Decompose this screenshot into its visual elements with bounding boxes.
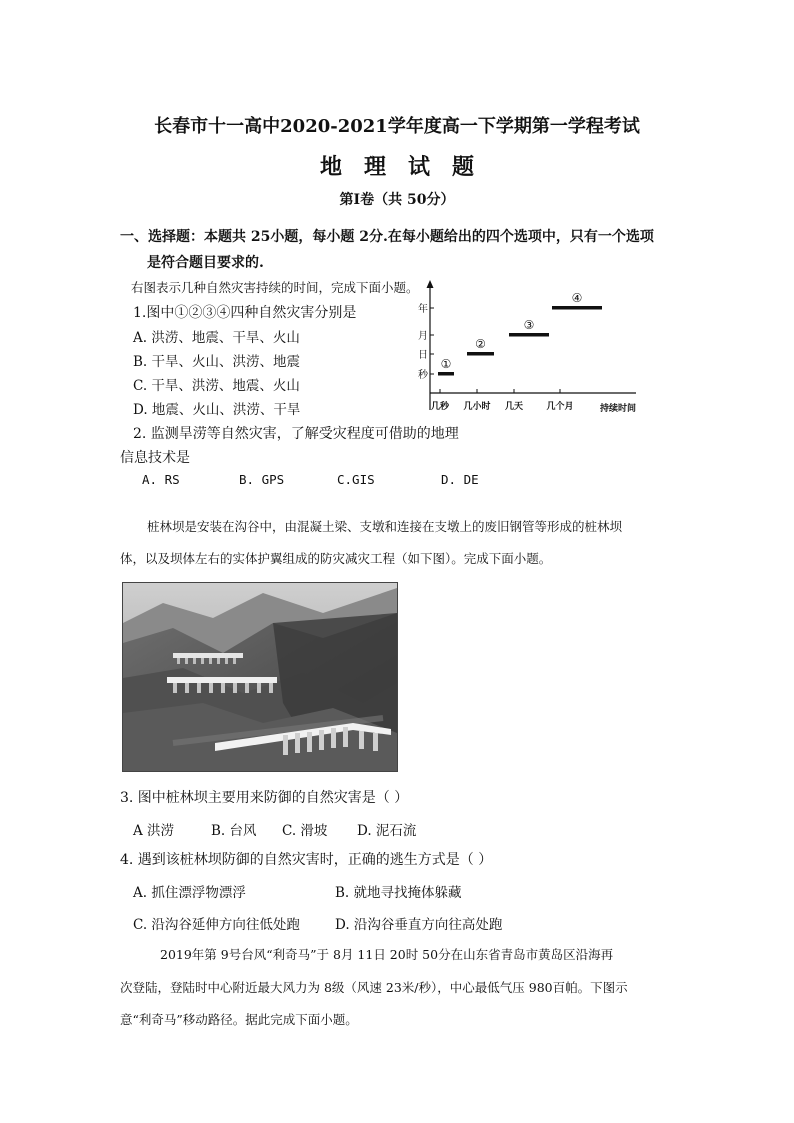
duration-bar (552, 306, 602, 310)
q4-option-a[interactable]: A. 抓住漂浮物漂浮 (133, 885, 246, 901)
q2-option-c[interactable]: C.GIS (337, 472, 375, 487)
x-axis-title: 持续时间 (599, 404, 637, 414)
q1-option-c[interactable]: C. 干旱、洪涝、地震、火山 (133, 378, 300, 394)
exam-school-title: 长春市十一高中2020-2021学年度高一下学期第一学程考试 (154, 116, 640, 137)
q3-option-c[interactable]: C. 滑坡 (282, 823, 328, 839)
subject-title: 地理试题 (319, 154, 496, 180)
q4-option-d[interactable]: D. 沿沟谷垂直方向往高处跑 (335, 917, 503, 933)
group2-intro: 桩林坝是安装在沟谷中，由混凝土梁、支墩和连接在支墩上的废旧钢管等形成的桩林坝 (147, 519, 623, 534)
q3-stem: 3. 图中桩林坝主要用来防御的自然灾害是（ ） (120, 790, 409, 806)
group3-intro-line2: 次登陆，登陆时中心附近最大风力为 8级（风速 23米/秒），中心最低气压 980百帕。下图示 (120, 980, 628, 995)
y-axis-arrow (427, 280, 434, 288)
q3-option-b[interactable]: B. 台风 (211, 823, 257, 839)
bar-label: ④ (571, 291, 583, 305)
q1-option-d[interactable]: D. 地震、火山、洪涝、干旱 (133, 402, 301, 418)
x-tick-label: 几小时 (463, 402, 491, 412)
x-tick-label: 几天 (504, 402, 524, 412)
duration-bar (509, 333, 549, 337)
section-heading: 一、选择题：本题共 25小题，每小题 2分.在每小题给出的四个选项中，只有一个选项 (120, 229, 654, 245)
q2-option-a[interactable]: A. RS (142, 472, 180, 487)
q2-stem: 2. 监测旱涝等自然灾害，了解受灾程度可借助的地理 (133, 426, 459, 442)
disaster-duration-chart (408, 278, 648, 418)
q3-option-d[interactable]: D. 泥石流 (357, 823, 417, 839)
bar-label: ③ (523, 318, 535, 332)
q2-option-d[interactable]: D. DE (441, 472, 479, 487)
q4-option-b[interactable]: B. 就地寻找掩体躲藏 (335, 885, 462, 901)
group2-intro-cont: 体，以及坝体左右的实体护翼组成的防灾减灾工程（如下图）。完成下面小题。 (120, 551, 552, 566)
bar-label: ② (475, 337, 486, 351)
q2-stem-cont: 信息技术是 (120, 450, 190, 466)
group1-intro: 右图表示几种自然灾害持续的时间，完成下面小题。 (131, 280, 419, 295)
section-heading-cont: 是符合题目要求的. (147, 255, 264, 271)
x-tick-label: 几个月 (546, 402, 574, 412)
part-title: 第Ⅰ卷（共 50分） (339, 192, 455, 208)
q1-option-b[interactable]: B. 干旱、火山、洪涝、地震 (133, 354, 301, 370)
duration-bar (438, 372, 454, 376)
y-tick-label: 年 (418, 304, 428, 315)
q4-stem: 4. 遇到该桩林坝防御的自然灾害时，正确的逃生方式是（ ） (120, 852, 493, 868)
bar-label: ① (440, 357, 452, 371)
q2-option-b[interactable]: B. GPS (239, 472, 285, 487)
pile-forest-dam-photo (122, 582, 398, 772)
q4-option-c[interactable]: C. 沿沟谷延伸方向往低处跑 (133, 917, 300, 933)
x-tick-label: 几秒 (430, 402, 450, 412)
y-tick-label: 月 (418, 331, 428, 342)
group3-intro-line3: 意“利奇马”移动路径。据此完成下面小题。 (120, 1012, 358, 1027)
duration-bar (467, 352, 494, 356)
q1-option-a[interactable]: A. 洪涝、地震、干旱、火山 (133, 330, 300, 346)
group3-intro-line1: 2019年第 9号台风“利奇马”于 8月 11日 20时 50分在山东省青岛市黄岛区沿海再 (160, 947, 614, 962)
q1-stem: 1.图中①②③④四种自然灾害分别是 (133, 305, 357, 321)
q3-option-a[interactable]: A 洪涝 (133, 823, 175, 839)
y-tick-label: 秒 (418, 370, 428, 381)
y-tick-label: 日 (418, 350, 428, 361)
